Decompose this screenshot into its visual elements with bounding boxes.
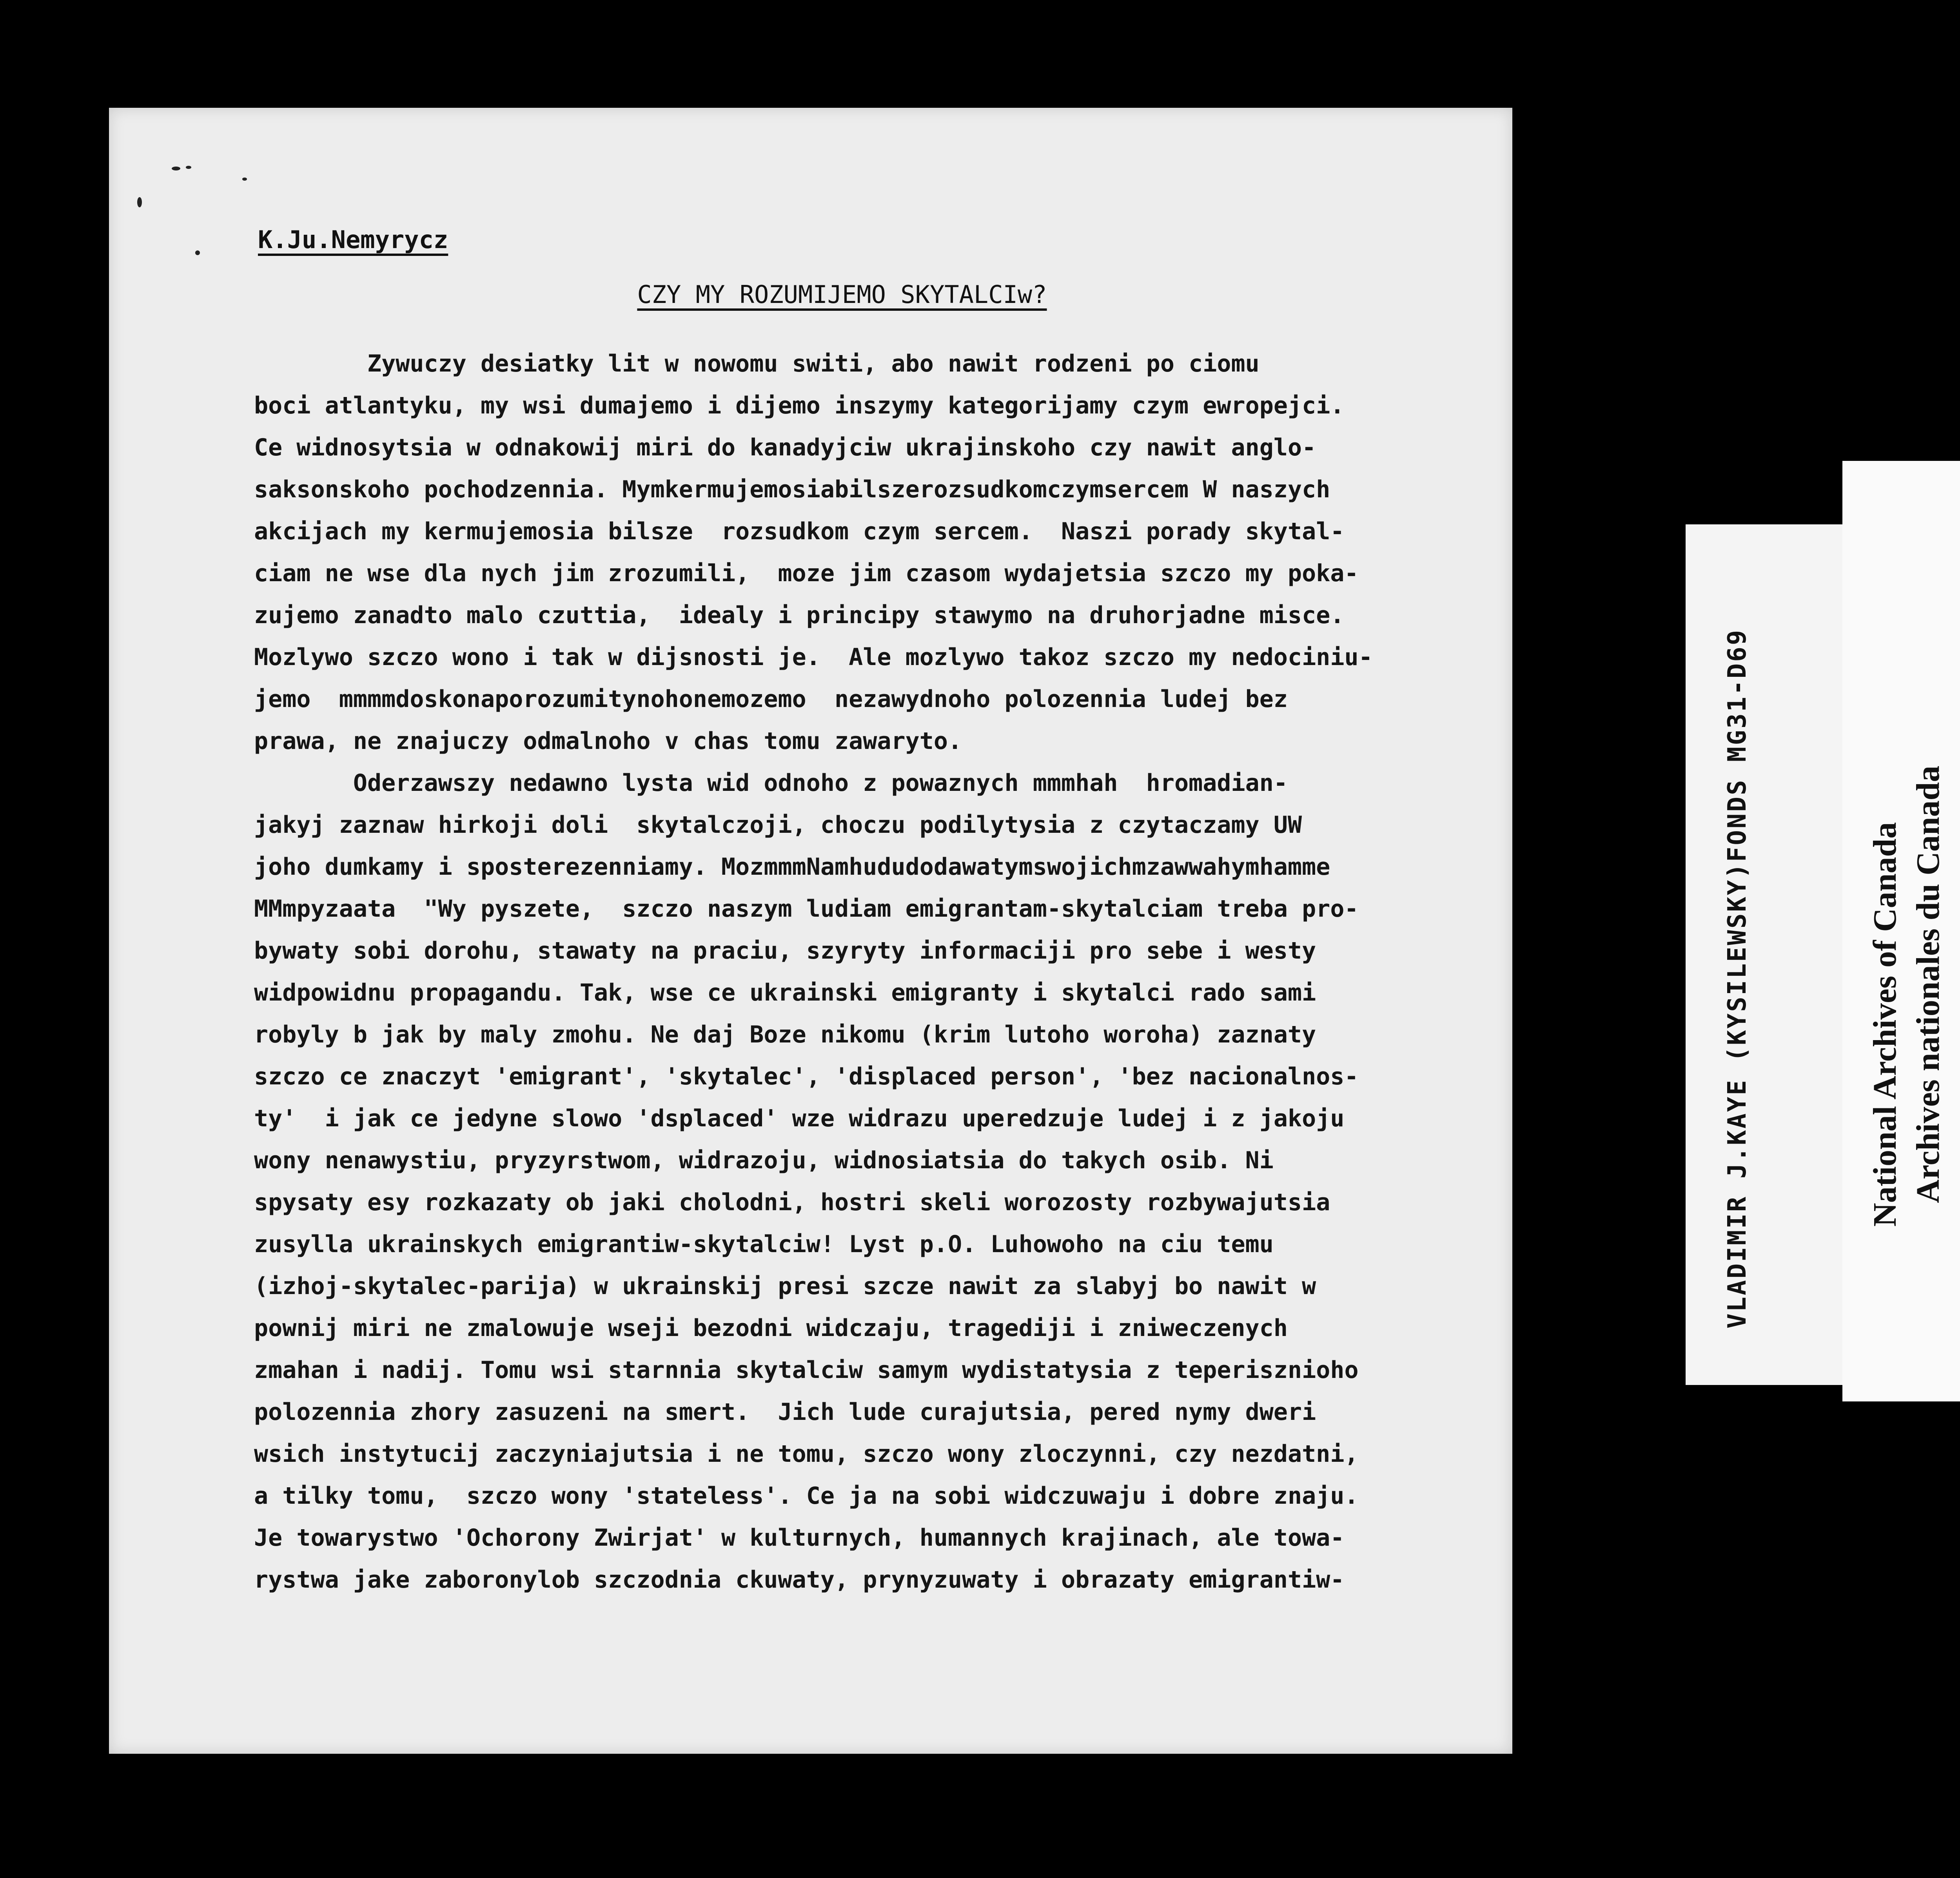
text-line: ty' i jak ce jedyne slowo 'dsplaced' wze widrazu uperedzuje ludej i z jakoju [254, 1105, 1345, 1132]
text-line: boci atlantyku, my wsi dumajemo i dijemo inszymy kategorijamy czym ewropejci. [254, 392, 1345, 419]
text-line: saksonskoho pochodzennia. Mymkermujemosiabilszerozsudkomczymsercem W naszych [254, 476, 1330, 503]
text-line: Je towarystwo 'Ochorony Zwirjat' w kulturnych, humannych krajinach, ale towa- [254, 1524, 1345, 1552]
archives-label-fr: Archives nationales du Canada [1910, 765, 1946, 1203]
archives-label-en: National Archives of Canada [1867, 822, 1903, 1227]
text-line: Ce widnosytsia w odnakowij miri do kanadyjciw ukrajinskoho czy nawit anglo- [254, 434, 1316, 461]
text-line: MMmpyzaata "Wy pyszete, szczo naszym ludiam emigrantam-skytalciam treba pro- [254, 895, 1359, 923]
text-line: zusylla ukrainskych emigrantiw-skytalciw! Lyst p.O. Luhowoho na ciu temu [254, 1231, 1274, 1258]
text-line: widpowidnu propagandu. Tak, wse ce ukrainski emigranty i skytalci rado sami [254, 979, 1316, 1006]
text-line: (izhoj-skytalec-parija) w ukrainskij presi szcze nawit za slabyj bo nawit w [254, 1273, 1316, 1300]
text-line: bywaty sobi dorohu, stawaty na praciu, szyryty informaciji pro sebe i westy [254, 937, 1316, 964]
text-line: robyly b jak by maly zmohu. Ne daj Boze nikomu (krim lutoho woroha) zaznaty [254, 1021, 1316, 1048]
text-line: jemo mmmmdoskonaporozumitynohonemozemo nezawydnoho polozennia ludej bez [254, 685, 1288, 713]
fonds-label: VLADIMIR J.KAYE (KYSILEWSKY)FONDS MG31-D69 [1723, 628, 1752, 1329]
fonds-label-card [1686, 524, 1850, 1385]
text-line: rystwa jake zaboronylob szczodnia ckuwaty, prynyzuwaty i obrazaty emigrantiw- [254, 1566, 1345, 1593]
text-line: pownij miri ne zmalowuje wseji bezodni widczaju, tragediji i zniweczenych [254, 1314, 1288, 1342]
text-line: akcijach my kermujemosia bilsze rozsudkom czym sercem. Naszi porady skytal- [254, 518, 1345, 545]
text-line: Oderzawszy nedawno lysta wid odnoho z powaznych mmmhah hromadian- [254, 769, 1288, 797]
text-line: wony nenawystiu, pryzyrstwom, widrazoju, widnosiatsia do takych osib. Ni [254, 1147, 1274, 1174]
document-title: CZY MY ROZUMIJEMO SKYTALCIw? [637, 280, 1047, 309]
text-line: a tilky tomu, szczo wony 'stateless'. Ce ja na sobi widczuwaju i dobre znaju. [254, 1482, 1359, 1510]
text-line: Mozlywo szczo wono i tak w dijsnosti je. Ale mozlywo takoz szczo my nedociniu- [254, 644, 1373, 671]
text-line: polozennia zhory zasuzeni na smert. Jich lude curajutsia, pered nymy dweri [254, 1398, 1316, 1426]
text-line: joho dumkamy i sposterezenniamy. MozmmmNamhududodawatymswojichmzawwahymhamme [254, 853, 1330, 881]
text-line: jakyj zaznaw hirkoji doli skytalczoji, choczu podilytysia z czytaczamy UW [254, 811, 1302, 839]
text-line: zujemo zanadto malo czuttia, idealy i principy stawymo na druhorjadne misce. [254, 602, 1345, 629]
author-name: K.Ju.Nemyrycz [258, 225, 448, 254]
text-line: ciam ne wse dla nych jim zrozumili, moze jim czasom wydajetsia szczo my poka- [254, 560, 1359, 587]
text-line: Zywuczy desiatky lit w nowomu switi, abo nawit rodzeni po ciomu [254, 350, 1259, 377]
text-line: wsich instytucij zaczyniajutsia i ne tomu, szczo wony zloczynni, czy nezdatni, [254, 1440, 1359, 1468]
text-line: spysaty esy rozkazaty ob jaki cholodni, hostri skeli worozosty rozbywajutsia [254, 1189, 1330, 1216]
text-line: zmahan i nadij. Tomu wsi starnnia skytalciw samym wydistatysia z teperisznioho [254, 1356, 1359, 1384]
document-body [254, 343, 1489, 1601]
text-line: szczo ce znaczyt 'emigrant', 'skytalec', 'displaced person', 'bez nacionalnos- [254, 1063, 1359, 1090]
typed-page [109, 108, 1512, 1754]
text-line: prawa, ne znajuczy odmalnoho v chas tomu zawaryto. [254, 727, 962, 755]
